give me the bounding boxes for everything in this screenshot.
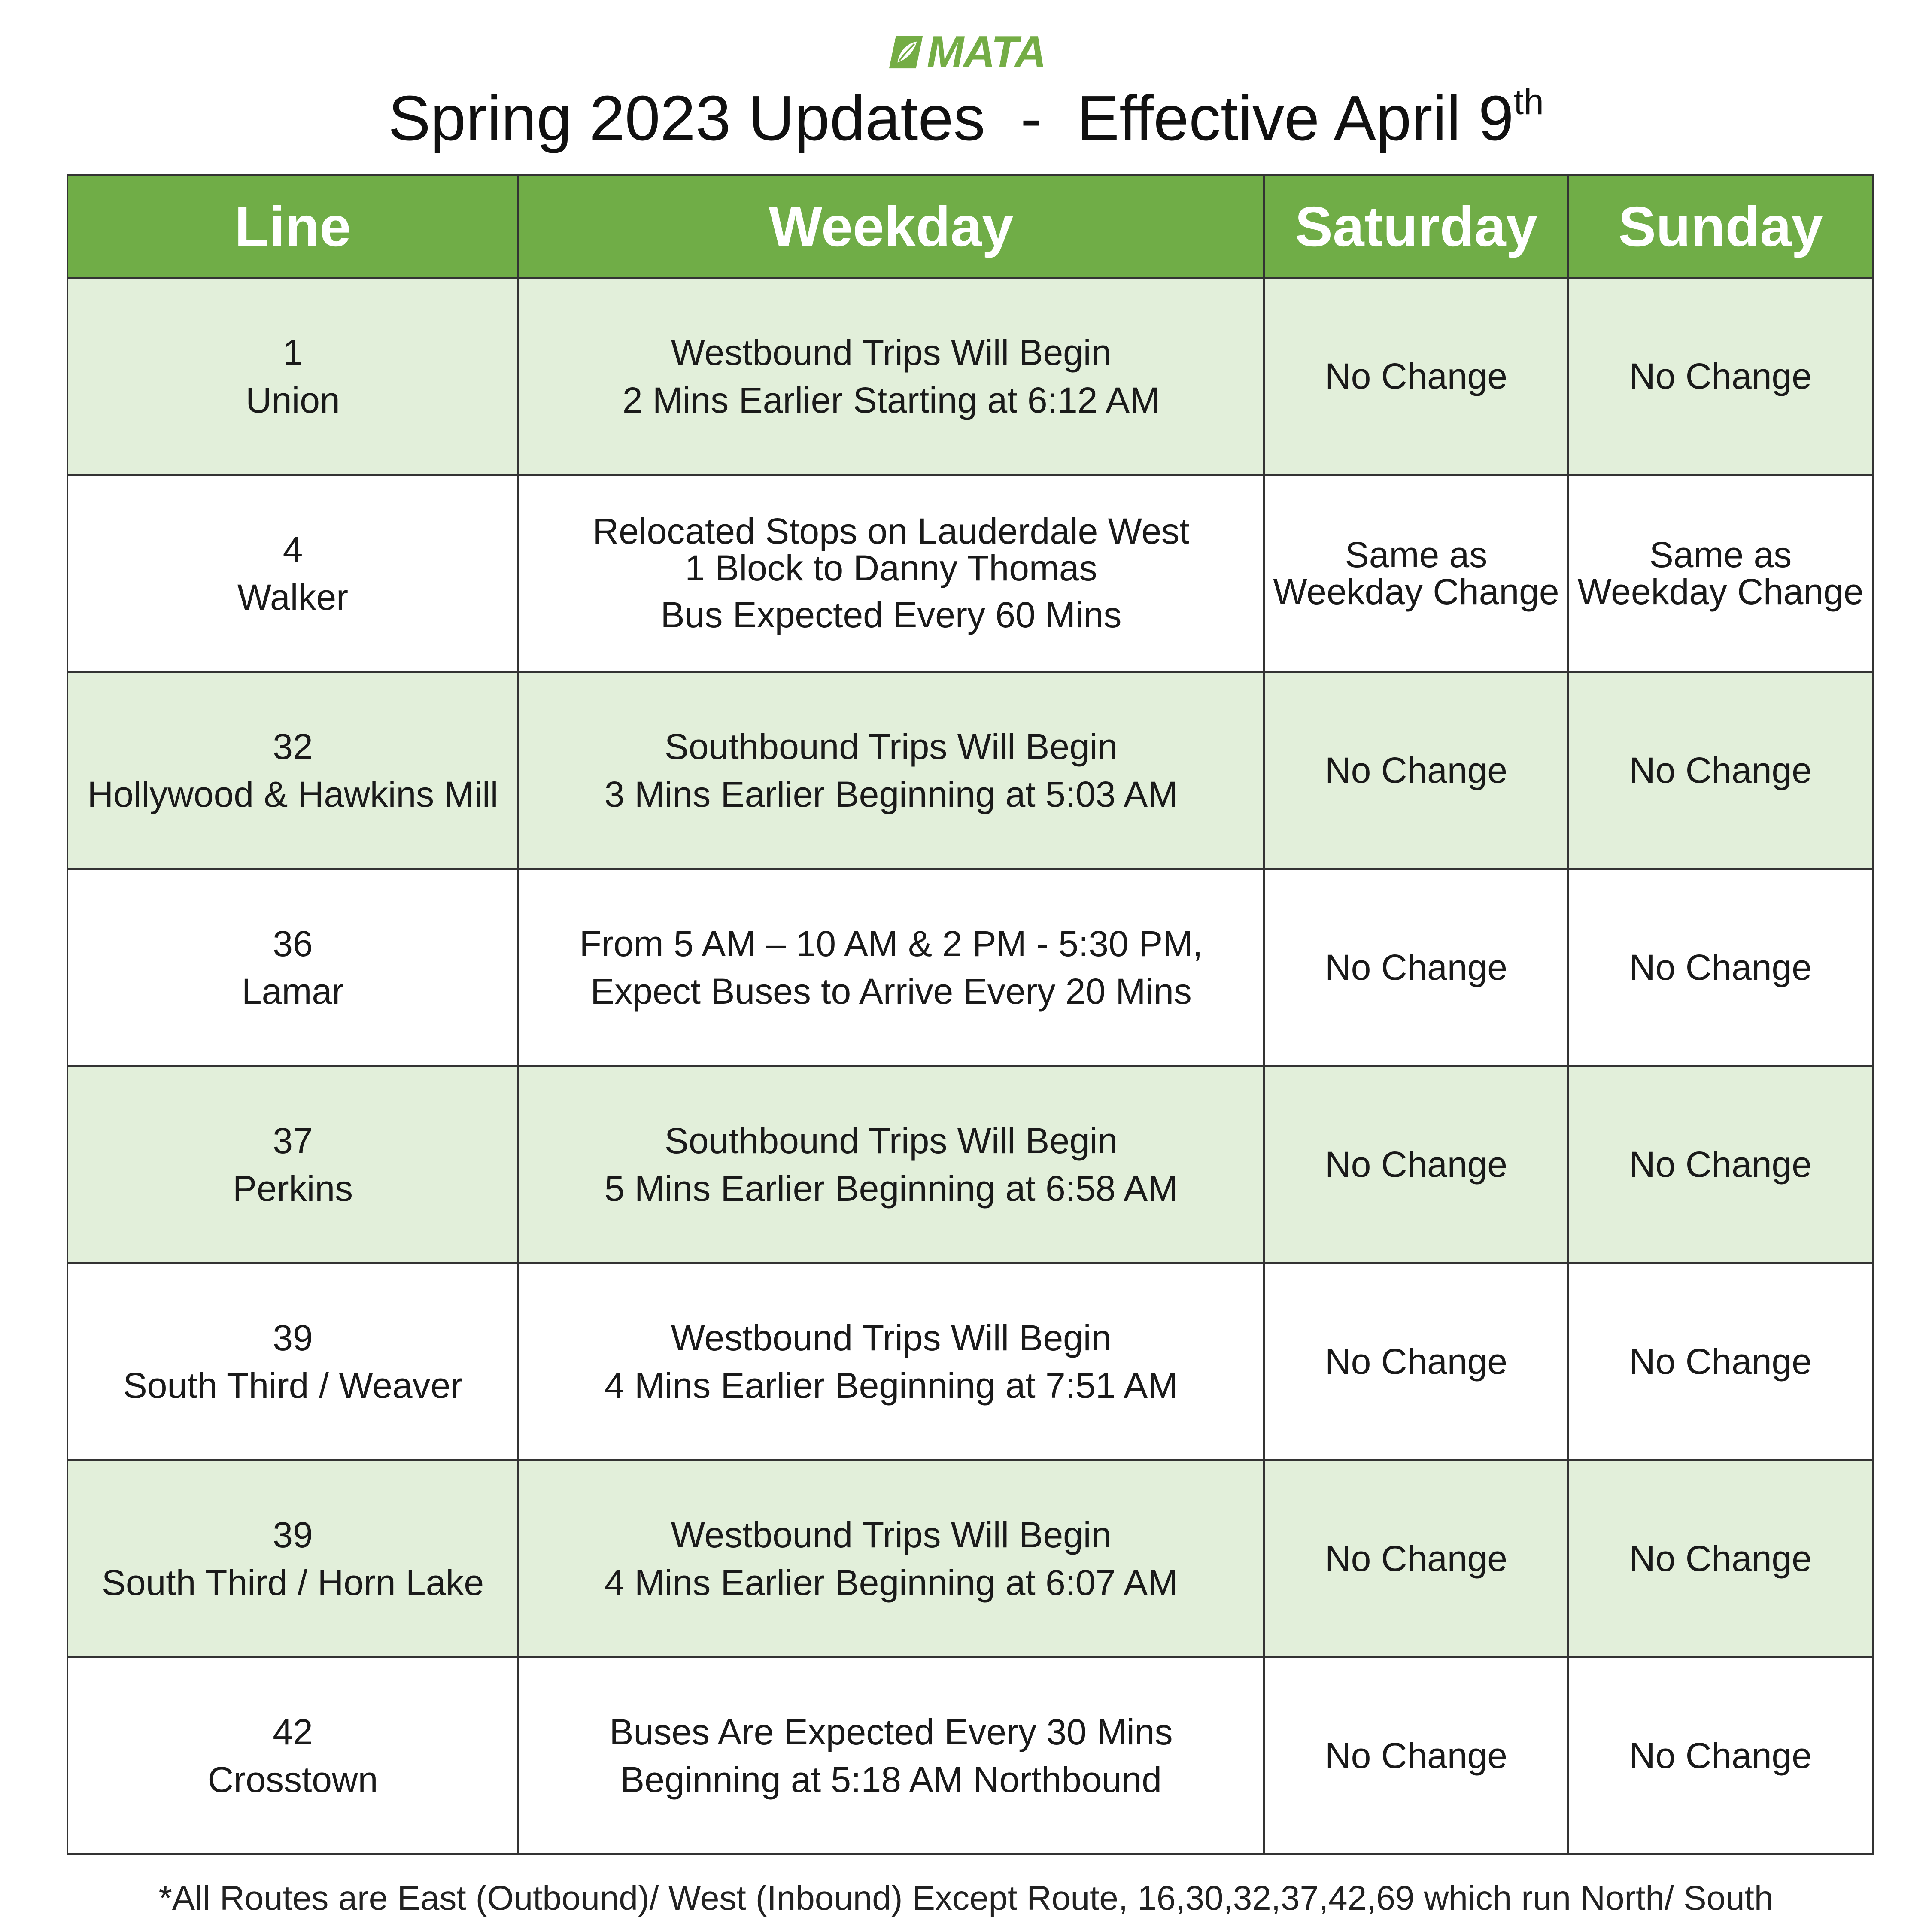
weekday-text: 5 Mins Earlier Beginning at 6:58 AM [604,1168,1178,1209]
weekday-text: 4 Mins Earlier Beginning at 6:07 AM [604,1562,1178,1603]
line-name: South Third / Horn Lake [101,1562,484,1603]
column-header-saturday: Saturday [1264,175,1568,278]
table-row [67,1460,1873,1657]
weekday-text: 2 Mins Earlier Starting at 6:12 AM [622,380,1160,420]
sunday-cell [1568,475,1873,672]
table-row [67,1066,1873,1263]
line-name: Crosstown [207,1759,378,1800]
weekday-text: 3 Mins Earlier Beginning at 5:03 AM [604,774,1178,814]
saturday-cell [1264,278,1568,475]
schedule-table [67,174,1874,1855]
weekday-text: 1 Block to Danny Thomas [685,547,1097,588]
line-number: 4 [283,529,303,570]
saturday-text: No Change [1325,1144,1507,1185]
line-name: South Third / Weaver [123,1365,463,1406]
weekday-text: Westbound Trips Will Begin [671,1317,1112,1358]
line-cell [67,1066,518,1263]
leaf-icon [887,33,924,72]
line-number: 36 [273,923,313,964]
saturday-text: No Change [1325,750,1507,791]
table-header-row [67,175,1873,278]
saturday-text: No Change [1325,1341,1507,1382]
saturday-cell [1264,1657,1568,1854]
line-name: Hollywood & Hawkins Mill [87,774,498,814]
sunday-cell [1568,869,1873,1066]
weekday-text: Relocated Stops on Lauderdale West [592,510,1190,551]
line-cell [67,475,518,672]
weekday-text: Southbound Trips Will Begin [664,1120,1118,1161]
weekday-text: Westbound Trips Will Begin [671,332,1112,373]
weekday-cell [518,1263,1264,1460]
table-row [67,475,1873,672]
line-name: Perkins [232,1168,353,1209]
weekday-text: Buses Are Expected Every 30 Mins [609,1711,1173,1752]
table-row [67,672,1873,869]
sunday-text: Same as [1649,534,1792,575]
sunday-cell [1568,1657,1873,1854]
table-row [67,1263,1873,1460]
title-superscript: th [1513,82,1544,122]
line-number: 39 [273,1514,313,1555]
saturday-text: No Change [1325,947,1507,988]
weekday-text: Bus Expected Every 60 Mins [660,595,1122,635]
sunday-text: No Change [1629,750,1812,791]
line-number: 42 [273,1711,313,1752]
sunday-text: No Change [1629,356,1812,397]
sunday-text: No Change [1629,1341,1812,1382]
line-cell [67,672,518,869]
line-cell [67,1460,518,1657]
weekday-text: Westbound Trips Will Begin [671,1514,1112,1555]
sunday-cell [1568,1460,1873,1657]
sunday-text: Weekday Change [1577,571,1864,612]
footnote: *All Routes are East (Outbound)/ West (Inbound) Except Route, 16,30,32,37,42,69 which run North/ South [158,1879,1774,1917]
sunday-text: No Change [1629,1144,1812,1185]
sunday-cell [1568,278,1873,475]
weekday-text: 4 Mins Earlier Beginning at 7:51 AM [604,1365,1178,1406]
weekday-cell [518,1657,1264,1854]
weekday-text: Southbound Trips Will Begin [664,726,1118,767]
weekday-text: Expect Buses to Arrive Every 20 Mins [590,971,1192,1012]
weekday-cell [518,1460,1264,1657]
line-number: 39 [273,1317,313,1358]
weekday-text: From 5 AM – 10 AM & 2 PM - 5:30 PM, [579,923,1203,964]
sunday-text: No Change [1629,1538,1812,1579]
line-name: Lamar [241,971,344,1012]
line-number: 37 [273,1120,313,1161]
table-row [67,869,1873,1066]
sunday-text: No Change [1629,947,1812,988]
line-number: 1 [283,332,303,373]
logo-text: MATA [927,27,1046,77]
column-header-sunday: Sunday [1568,175,1873,278]
sunday-cell [1568,1263,1873,1460]
column-header-line: Line [67,175,518,278]
weekday-cell [518,278,1264,475]
saturday-text: No Change [1325,1735,1507,1776]
page-title [0,84,1932,154]
column-header-weekday: Weekday [518,175,1264,278]
weekday-cell [518,869,1264,1066]
saturday-cell [1264,475,1568,672]
title-main: Spring 2023 Updates - Effective April 9 [388,83,1514,154]
saturday-cell [1264,1460,1568,1657]
saturday-text: No Change [1325,1538,1507,1579]
line-cell [67,1657,518,1854]
weekday-text: Beginning at 5:18 AM Northbound [620,1759,1162,1800]
mata-logo [0,27,1932,77]
sunday-cell [1568,1066,1873,1263]
saturday-text: Weekday Change [1273,571,1559,612]
line-cell [67,1263,518,1460]
line-name: Union [246,380,340,420]
sunday-text: No Change [1629,1735,1812,1776]
weekday-cell [518,475,1264,672]
weekday-cell [518,672,1264,869]
saturday-text: Same as [1345,534,1488,575]
sunday-cell [1568,672,1873,869]
line-number: 32 [273,726,313,767]
table-row [67,1657,1873,1854]
table-row [67,278,1873,475]
saturday-cell [1264,1066,1568,1263]
saturday-cell [1264,672,1568,869]
line-name: Walker [237,577,349,617]
saturday-cell [1264,869,1568,1066]
line-cell [67,278,518,475]
weekday-cell [518,1066,1264,1263]
saturday-text: No Change [1325,356,1507,397]
saturday-cell [1264,1263,1568,1460]
line-cell [67,869,518,1066]
